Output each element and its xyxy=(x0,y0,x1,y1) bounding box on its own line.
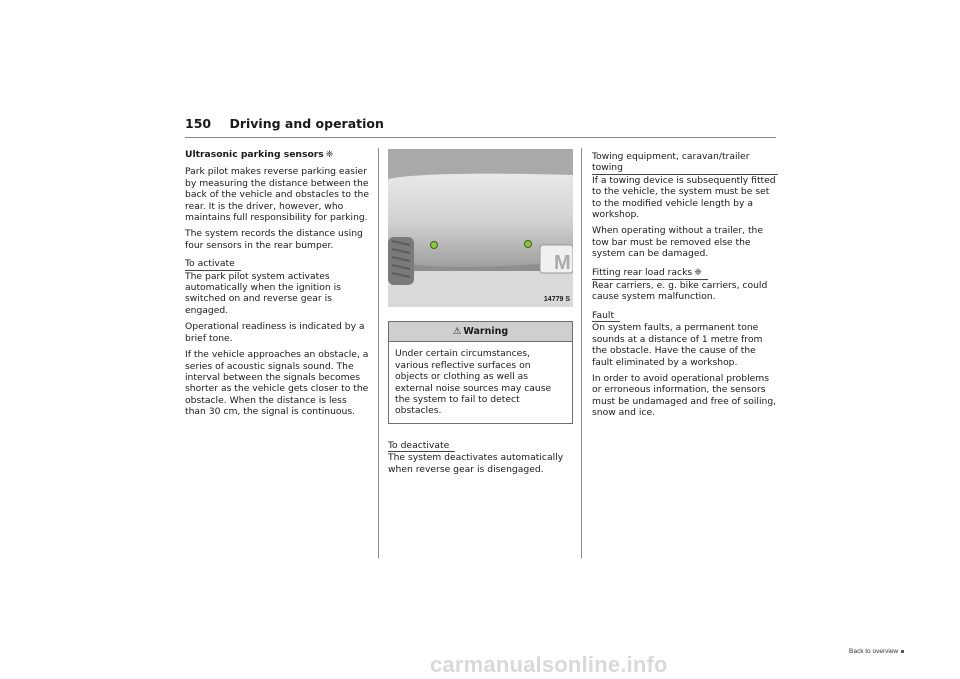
page-header xyxy=(185,116,384,131)
bumper-illustration xyxy=(388,149,573,307)
sensor-icon xyxy=(431,242,438,249)
warning-icon: ⚠ xyxy=(452,326,462,337)
paragraph: The system records the distance using four sensors in the rear bumper. xyxy=(185,228,363,251)
paragraph: Rear carriers, e. g. bike carriers, could cause system malfunction. xyxy=(592,280,768,303)
figure-id: 14779 S xyxy=(543,295,570,303)
warning-box xyxy=(388,321,573,424)
bumper-sensors-figure xyxy=(388,149,573,307)
paragraph: If the vehicle approaches an obstacle, a series of acoustic signals sound. The interval between the signals becomes shorter as the vehicle gets closer to the obstacle. When the distance is less than 30 cm, the signal is continuous. xyxy=(185,349,369,418)
column-divider-2 xyxy=(581,148,582,558)
paragraph: On system faults, a permanent tone sounds at a distance of 1 metre from the obstacle. Have the cause of the fault eliminated by a workshop. xyxy=(592,322,763,368)
column-divider-1 xyxy=(378,148,379,558)
column-3 xyxy=(592,149,778,424)
paragraph: If a towing device is subsequently fitted to the vehicle, the system must be set to the modified vehicle length by a workshop. xyxy=(592,174,776,221)
back-to-overview-link[interactable]: Back to overview xyxy=(849,648,904,655)
fault-heading: Fault xyxy=(592,310,620,322)
asterisk-icon: ❈ xyxy=(694,267,702,278)
section-title: Ultrasonic parking sensors ❈ xyxy=(185,149,334,160)
svg-text:M: M xyxy=(554,252,571,274)
towing-heading: Towing equipment, caravan/trailer towing xyxy=(592,151,778,175)
paragraph: Operational readiness is indicated by a brief tone. xyxy=(185,321,365,344)
racks-heading: Fitting rear load racks ❈ xyxy=(592,267,708,280)
paragraph: In order to avoid operational problems or erroneous information, the sensors must be undamaged and free of soiling, snow and ice. xyxy=(592,372,777,419)
paragraph: The park pilot system activates automatically when the ignition is switched on and reverse gear is engaged. xyxy=(185,270,341,316)
column-1 xyxy=(185,149,370,423)
activate-heading: To activate xyxy=(185,258,241,270)
page-title: Driving and operation xyxy=(229,116,384,131)
tire-icon xyxy=(388,237,414,285)
page-number: 150 xyxy=(185,116,212,131)
header-rule xyxy=(185,137,776,138)
warning-text: Under certain circumstances, various reflective surfaces on objects or clothing as well as external noise sources may cause the system to fail to detect obstacles. xyxy=(395,348,552,417)
watermark: carmanualsonline.info xyxy=(430,652,668,677)
paragraph: When operating without a trailer, the tow bar must be removed else the system can be damaged. xyxy=(592,225,764,260)
warning-heading: ⚠ Warning xyxy=(389,322,572,342)
deactivate-heading: To deactivate xyxy=(388,440,455,452)
column-2 xyxy=(388,149,573,480)
asterisk-icon: ❈ xyxy=(325,150,334,160)
sensor-icon xyxy=(525,241,532,248)
paragraph: Park pilot makes reverse parking easier by measuring the distance between the back of the vehicle and obstacles to the rear. It is the driver, however, who maintains full responsibility for parking. xyxy=(185,166,370,224)
bullet-icon xyxy=(901,650,904,653)
paragraph: The system deactivates automatically when reverse gear is disengaged. xyxy=(388,452,564,475)
